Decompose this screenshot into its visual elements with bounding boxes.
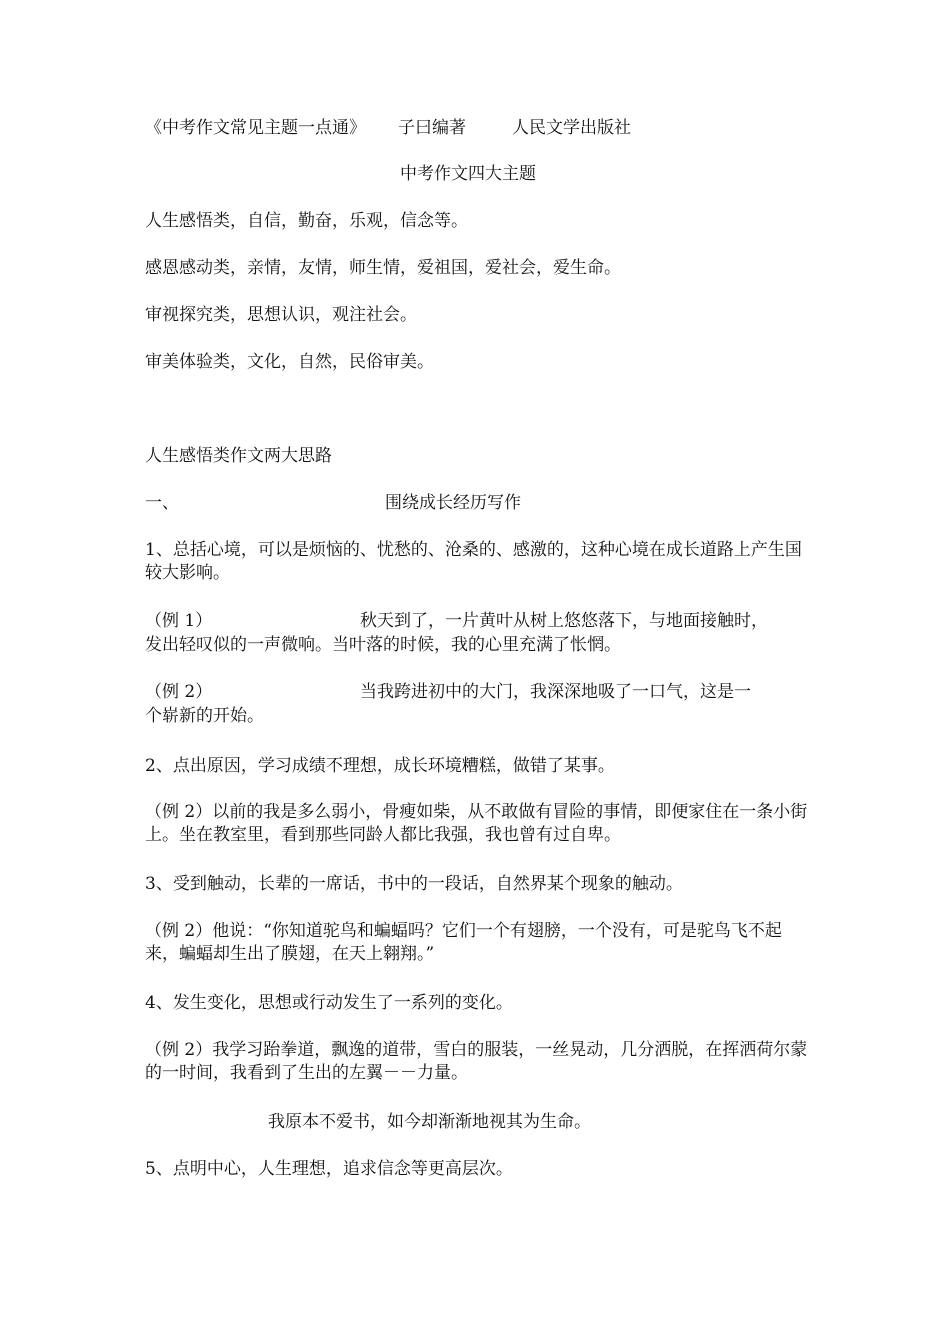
example-1-text: 秋天到了，一片黄叶从树上悠悠落下，与地面接触时，	[360, 611, 768, 631]
point-1: 1、总括心境，可以是烦恼的、忧愁的、沧桑的、感激的，这种心境在成长道路上产生国较大影响。	[145, 540, 802, 583]
theme-item-4: 审美体验类，文化，自然，民俗审美。	[145, 352, 434, 372]
example-3: （例 2）以前的我是多么弱小，骨瘦如柴，从不敢做有冒险的事情，即便家住在一条小街上。坐在教室里，看到那些同龄人都比我强，我也曾有过自卑。	[145, 802, 808, 845]
example-2-first-line	[145, 680, 810, 704]
example-2-continuation: 个崭新的开始。	[145, 706, 264, 726]
example-5: （例 2）我学习跆拳道，飘逸的道带，雪白的服装，一丝晃动，几分洒脱，在挥洒荷尔蒙的一时间，我看到了生出的左翼－－力量。	[145, 1040, 808, 1083]
book-title: 《中考作文常见主题一点通》	[145, 118, 366, 138]
part-heading	[145, 491, 810, 515]
part-number: 一、	[145, 493, 179, 513]
example-4: （例 2）他说：“你知道驼鸟和蝙蝠吗？它们一个有翅膀，一个没有，可是驼鸟飞不起来，蝙蝠却生出了膜翅，在天上翱翔。”	[145, 921, 782, 964]
example-1-first-line	[145, 609, 810, 633]
point-4: 4、发生变化，思想或行动发生了一系列的变化。	[145, 993, 513, 1013]
book-header	[145, 116, 810, 140]
book-author: 子曰编著	[398, 118, 466, 138]
example-2-label: （例 2）	[145, 682, 213, 702]
part-title: 围绕成长经历写作	[385, 493, 521, 513]
theme-item-1: 人生感悟类，自信，勤奋，乐观，信念等。	[145, 211, 468, 231]
point-2: 2、点出原因，学习成绩不理想，成长环境糟糕，做错了某事。	[145, 756, 615, 776]
theme-item-2: 感恩感动类，亲情，友情，师生情，爱祖国，爱社会，爱生命。	[145, 258, 621, 278]
section-title-four-themes: 中考作文四大主题	[400, 164, 536, 184]
example-1-label: （例 1）	[145, 611, 213, 631]
example-6: 我原本不爱书，如今却渐渐地视其为生命。	[268, 1112, 591, 1132]
point-5: 5、点明中心，人生理想，追求信念等更高层次。	[145, 1159, 513, 1179]
section-title-two-approaches: 人生感悟类作文两大思路	[145, 446, 332, 466]
book-publisher: 人民文学出版社	[512, 118, 631, 138]
example-2-text: 当我跨进初中的大门，我深深地吸了一口气，这是一	[360, 682, 751, 702]
point-3: 3、受到触动，长辈的一席话，书中的一段话，自然界某个现象的触动。	[145, 874, 683, 894]
theme-item-3: 审视探究类，思想认识，观注社会。	[145, 305, 417, 325]
example-1-continuation: 发出轻叹似的一声微响。当叶落的时候，我的心里充满了怅惘。	[145, 635, 621, 655]
